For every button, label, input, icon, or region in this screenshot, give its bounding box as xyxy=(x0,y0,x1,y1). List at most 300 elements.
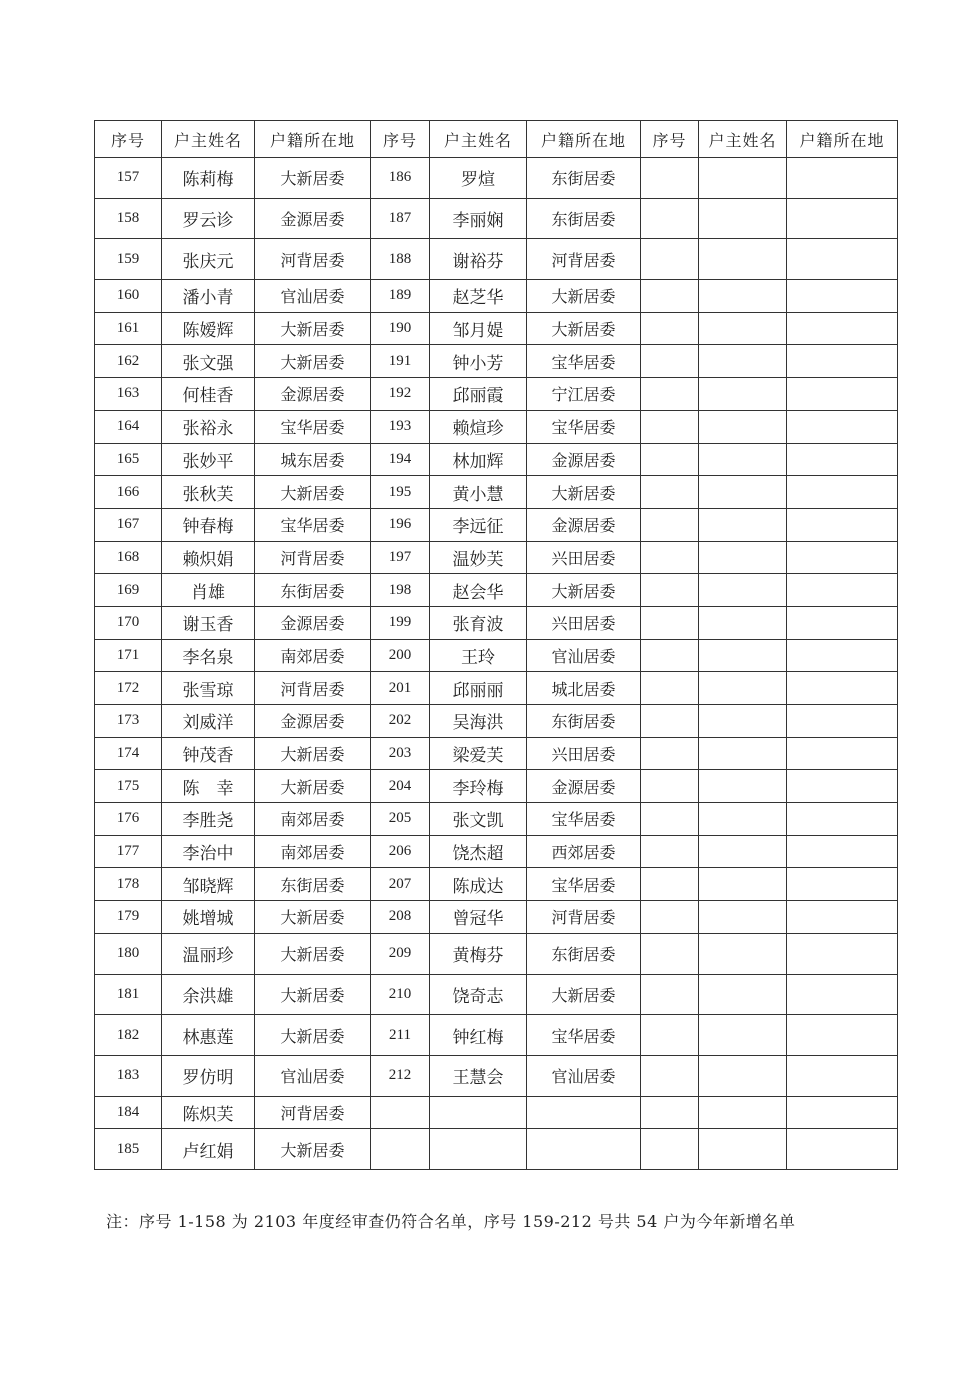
empty-cell xyxy=(787,574,898,607)
name-cell: 饶奇志 xyxy=(430,974,527,1015)
empty-cell xyxy=(641,312,699,345)
roster-body xyxy=(95,158,898,1170)
name-cell: 罗煊 xyxy=(430,158,527,199)
empty-cell xyxy=(641,835,699,868)
empty-cell xyxy=(641,198,699,239)
seq-cell: 184 xyxy=(95,1096,162,1129)
table-row xyxy=(95,606,898,639)
empty-cell xyxy=(787,770,898,803)
seq-cell: 166 xyxy=(95,476,162,509)
empty-cell xyxy=(641,1096,699,1129)
empty-cell xyxy=(699,705,787,738)
seq-cell: 171 xyxy=(95,639,162,672)
location-cell: 金源居委 xyxy=(255,705,371,738)
name-cell: 李治中 xyxy=(162,835,255,868)
location-cell: 城东居委 xyxy=(255,443,371,476)
name-cell: 余洪雄 xyxy=(162,974,255,1015)
empty-cell xyxy=(787,737,898,770)
empty-cell xyxy=(430,1129,527,1170)
name-cell: 陈成达 xyxy=(430,868,527,901)
empty-cell xyxy=(641,239,699,280)
header-householder-name: 户主姓名 xyxy=(430,121,527,158)
empty-cell xyxy=(699,345,787,378)
empty-cell xyxy=(787,1129,898,1170)
location-cell: 金源居委 xyxy=(255,378,371,411)
name-cell: 谢裕芬 xyxy=(430,239,527,280)
table-row xyxy=(95,901,898,934)
table-row xyxy=(95,1015,898,1056)
header-seq: 序号 xyxy=(95,121,162,158)
seq-cell: 208 xyxy=(371,901,430,934)
table-row xyxy=(95,574,898,607)
table-row xyxy=(95,345,898,378)
name-cell: 邹月媞 xyxy=(430,312,527,345)
location-cell: 金源居委 xyxy=(527,508,641,541)
location-cell: 金源居委 xyxy=(527,770,641,803)
location-cell: 金源居委 xyxy=(527,443,641,476)
seq-cell: 161 xyxy=(95,312,162,345)
location-cell: 大新居委 xyxy=(255,901,371,934)
table-row xyxy=(95,280,898,313)
empty-cell xyxy=(641,770,699,803)
table-row xyxy=(95,158,898,199)
name-cell: 何桂香 xyxy=(162,378,255,411)
location-cell: 大新居委 xyxy=(255,158,371,199)
empty-cell xyxy=(641,933,699,974)
seq-cell: 162 xyxy=(95,345,162,378)
empty-cell xyxy=(699,901,787,934)
empty-cell xyxy=(699,974,787,1015)
location-cell: 兴田居委 xyxy=(527,737,641,770)
name-cell: 曾冠华 xyxy=(430,901,527,934)
location-cell: 城北居委 xyxy=(527,672,641,705)
empty-cell xyxy=(641,476,699,509)
empty-cell xyxy=(699,378,787,411)
empty-cell xyxy=(641,974,699,1015)
empty-cell xyxy=(787,639,898,672)
seq-cell: 193 xyxy=(371,410,430,443)
seq-cell: 197 xyxy=(371,541,430,574)
name-cell: 钟茂香 xyxy=(162,737,255,770)
name-cell: 邱丽丽 xyxy=(430,672,527,705)
name-cell: 林加辉 xyxy=(430,443,527,476)
seq-cell: 169 xyxy=(95,574,162,607)
empty-cell xyxy=(787,410,898,443)
seq-cell: 182 xyxy=(95,1015,162,1056)
empty-cell xyxy=(699,443,787,476)
table-row xyxy=(95,508,898,541)
location-cell: 河背居委 xyxy=(255,239,371,280)
empty-cell xyxy=(699,1096,787,1129)
name-cell: 陈莉梅 xyxy=(162,158,255,199)
seq-cell: 202 xyxy=(371,705,430,738)
location-cell: 南郊居委 xyxy=(255,835,371,868)
seq-cell: 211 xyxy=(371,1015,430,1056)
location-cell: 兴田居委 xyxy=(527,541,641,574)
empty-cell xyxy=(641,158,699,199)
location-cell: 大新居委 xyxy=(255,737,371,770)
location-cell: 官汕居委 xyxy=(255,280,371,313)
seq-cell: 173 xyxy=(95,705,162,738)
location-cell: 大新居委 xyxy=(527,312,641,345)
location-cell: 东街居委 xyxy=(527,158,641,199)
table-row xyxy=(95,835,898,868)
empty-cell xyxy=(641,1129,699,1170)
empty-cell xyxy=(787,443,898,476)
empty-cell xyxy=(641,574,699,607)
name-cell: 赖炽娟 xyxy=(162,541,255,574)
name-cell: 张育波 xyxy=(430,606,527,639)
empty-cell xyxy=(787,705,898,738)
empty-cell xyxy=(699,158,787,199)
name-cell: 林惠莲 xyxy=(162,1015,255,1056)
empty-cell xyxy=(787,803,898,836)
empty-cell xyxy=(641,868,699,901)
seq-cell: 210 xyxy=(371,974,430,1015)
seq-cell: 181 xyxy=(95,974,162,1015)
name-cell: 赵会华 xyxy=(430,574,527,607)
empty-cell xyxy=(641,606,699,639)
seq-cell: 172 xyxy=(95,672,162,705)
name-cell: 刘威洋 xyxy=(162,705,255,738)
empty-cell xyxy=(699,476,787,509)
empty-cell xyxy=(699,280,787,313)
table-row xyxy=(95,868,898,901)
table-row xyxy=(95,239,898,280)
empty-cell xyxy=(699,770,787,803)
empty-cell xyxy=(787,476,898,509)
name-cell: 张裕永 xyxy=(162,410,255,443)
name-cell: 邹晓辉 xyxy=(162,868,255,901)
empty-cell xyxy=(641,1055,699,1096)
name-cell: 谢玉香 xyxy=(162,606,255,639)
table-row xyxy=(95,1055,898,1096)
empty-cell xyxy=(699,1129,787,1170)
empty-cell xyxy=(699,541,787,574)
name-cell: 邱丽霞 xyxy=(430,378,527,411)
table-row xyxy=(95,198,898,239)
location-cell: 河背居委 xyxy=(255,672,371,705)
location-cell: 官汕居委 xyxy=(527,639,641,672)
name-cell: 温妙芙 xyxy=(430,541,527,574)
seq-cell: 157 xyxy=(95,158,162,199)
empty-cell xyxy=(787,239,898,280)
empty-cell xyxy=(641,639,699,672)
seq-cell: 176 xyxy=(95,803,162,836)
seq-cell: 163 xyxy=(95,378,162,411)
location-cell: 大新居委 xyxy=(255,974,371,1015)
seq-cell: 207 xyxy=(371,868,430,901)
location-cell: 大新居委 xyxy=(255,1015,371,1056)
empty-cell xyxy=(641,541,699,574)
header-seq: 序号 xyxy=(641,121,699,158)
location-cell: 宝华居委 xyxy=(527,410,641,443)
seq-cell: 177 xyxy=(95,835,162,868)
location-cell: 东街居委 xyxy=(255,574,371,607)
empty-cell xyxy=(787,198,898,239)
seq-cell: 185 xyxy=(95,1129,162,1170)
name-cell: 钟小芳 xyxy=(430,345,527,378)
header-registration-location: 户籍所在地 xyxy=(255,121,371,158)
location-cell: 大新居委 xyxy=(255,933,371,974)
empty-cell xyxy=(699,639,787,672)
seq-cell: 206 xyxy=(371,835,430,868)
empty-cell xyxy=(641,410,699,443)
seq-cell: 179 xyxy=(95,901,162,934)
name-cell: 李丽娴 xyxy=(430,198,527,239)
seq-cell: 209 xyxy=(371,933,430,974)
location-cell: 宝华居委 xyxy=(527,868,641,901)
table-row xyxy=(95,933,898,974)
empty-cell xyxy=(527,1096,641,1129)
name-cell: 张文凯 xyxy=(430,803,527,836)
location-cell: 宝华居委 xyxy=(527,345,641,378)
empty-cell xyxy=(430,1096,527,1129)
seq-cell: 183 xyxy=(95,1055,162,1096)
table-row xyxy=(95,312,898,345)
location-cell: 宝华居委 xyxy=(255,410,371,443)
seq-cell: 203 xyxy=(371,737,430,770)
empty-cell xyxy=(787,1055,898,1096)
seq-cell: 168 xyxy=(95,541,162,574)
seq-cell: 201 xyxy=(371,672,430,705)
location-cell: 大新居委 xyxy=(255,476,371,509)
empty-cell xyxy=(641,280,699,313)
seq-cell: 159 xyxy=(95,239,162,280)
name-cell: 李胜尧 xyxy=(162,803,255,836)
table-row xyxy=(95,1129,898,1170)
seq-cell: 190 xyxy=(371,312,430,345)
location-cell: 南郊居委 xyxy=(255,639,371,672)
table-row xyxy=(95,770,898,803)
empty-cell xyxy=(787,1015,898,1056)
table-row xyxy=(95,639,898,672)
empty-cell xyxy=(787,280,898,313)
table-row xyxy=(95,541,898,574)
location-cell: 河背居委 xyxy=(527,901,641,934)
name-cell: 王慧会 xyxy=(430,1055,527,1096)
table-row xyxy=(95,378,898,411)
name-cell: 梁爱芙 xyxy=(430,737,527,770)
seq-cell: 180 xyxy=(95,933,162,974)
empty-cell xyxy=(787,974,898,1015)
empty-cell xyxy=(699,198,787,239)
header-seq: 序号 xyxy=(371,121,430,158)
seq-cell: 167 xyxy=(95,508,162,541)
empty-cell xyxy=(699,239,787,280)
empty-cell xyxy=(641,803,699,836)
empty-cell xyxy=(699,868,787,901)
name-cell: 王玲 xyxy=(430,639,527,672)
location-cell: 东街居委 xyxy=(527,933,641,974)
empty-cell xyxy=(787,508,898,541)
seq-cell: 170 xyxy=(95,606,162,639)
empty-cell xyxy=(641,737,699,770)
empty-cell xyxy=(699,508,787,541)
location-cell: 金源居委 xyxy=(255,198,371,239)
location-cell: 大新居委 xyxy=(527,476,641,509)
empty-cell xyxy=(699,737,787,770)
table-row xyxy=(95,476,898,509)
name-cell: 张雪琼 xyxy=(162,672,255,705)
location-cell: 东街居委 xyxy=(255,868,371,901)
empty-cell xyxy=(699,1015,787,1056)
header-householder-name: 户主姓名 xyxy=(699,121,787,158)
name-cell: 张妙平 xyxy=(162,443,255,476)
location-cell: 东街居委 xyxy=(527,705,641,738)
seq-cell: 212 xyxy=(371,1055,430,1096)
location-cell: 兴田居委 xyxy=(527,606,641,639)
location-cell: 大新居委 xyxy=(255,1129,371,1170)
table-row xyxy=(95,410,898,443)
seq-cell: 188 xyxy=(371,239,430,280)
empty-cell xyxy=(641,443,699,476)
table-row xyxy=(95,705,898,738)
seq-cell: 158 xyxy=(95,198,162,239)
location-cell: 大新居委 xyxy=(527,574,641,607)
empty-cell xyxy=(787,158,898,199)
location-cell: 金源居委 xyxy=(255,606,371,639)
name-cell: 潘小青 xyxy=(162,280,255,313)
seq-cell: 186 xyxy=(371,158,430,199)
location-cell: 大新居委 xyxy=(527,280,641,313)
seq-cell: 164 xyxy=(95,410,162,443)
empty-cell xyxy=(699,803,787,836)
empty-cell xyxy=(641,508,699,541)
name-cell: 陈炽芙 xyxy=(162,1096,255,1129)
location-cell: 河背居委 xyxy=(527,239,641,280)
empty-cell xyxy=(641,345,699,378)
seq-cell: 160 xyxy=(95,280,162,313)
empty-cell xyxy=(787,835,898,868)
location-cell: 宝华居委 xyxy=(527,1015,641,1056)
empty-cell xyxy=(371,1096,430,1129)
location-cell: 宁江居委 xyxy=(527,378,641,411)
name-cell: 李名泉 xyxy=(162,639,255,672)
location-cell: 河背居委 xyxy=(255,541,371,574)
seq-cell: 196 xyxy=(371,508,430,541)
location-cell: 河背居委 xyxy=(255,1096,371,1129)
name-cell: 卢红娟 xyxy=(162,1129,255,1170)
empty-cell xyxy=(641,672,699,705)
name-cell: 黄梅芬 xyxy=(430,933,527,974)
name-cell: 姚增城 xyxy=(162,901,255,934)
seq-cell: 194 xyxy=(371,443,430,476)
seq-cell: 178 xyxy=(95,868,162,901)
name-cell: 赖煊珍 xyxy=(430,410,527,443)
empty-cell xyxy=(371,1129,430,1170)
seq-cell: 165 xyxy=(95,443,162,476)
seq-cell: 187 xyxy=(371,198,430,239)
empty-cell xyxy=(787,933,898,974)
empty-cell xyxy=(787,1096,898,1129)
empty-cell xyxy=(641,705,699,738)
name-cell: 肖雄 xyxy=(162,574,255,607)
seq-cell: 174 xyxy=(95,737,162,770)
empty-cell xyxy=(699,1055,787,1096)
location-cell: 宝华居委 xyxy=(527,803,641,836)
seq-cell: 189 xyxy=(371,280,430,313)
name-cell: 饶杰超 xyxy=(430,835,527,868)
empty-cell xyxy=(787,868,898,901)
empty-cell xyxy=(787,606,898,639)
header-registration-location: 户籍所在地 xyxy=(527,121,641,158)
empty-cell xyxy=(787,378,898,411)
empty-cell xyxy=(527,1129,641,1170)
seq-cell: 204 xyxy=(371,770,430,803)
empty-cell xyxy=(641,378,699,411)
seq-cell: 198 xyxy=(371,574,430,607)
footnote: 注：序号 1-158 为 2103 年度经审查仍符合名单，序号 159-212 号共 54 户为今年新增名单 xyxy=(106,1212,796,1231)
name-cell: 陈 幸 xyxy=(162,770,255,803)
household-roster-table xyxy=(94,120,898,1170)
table-row xyxy=(95,803,898,836)
name-cell: 张文强 xyxy=(162,345,255,378)
empty-cell xyxy=(787,345,898,378)
location-cell: 西郊居委 xyxy=(527,835,641,868)
name-cell: 温丽珍 xyxy=(162,933,255,974)
empty-cell xyxy=(641,901,699,934)
name-cell: 黄小慧 xyxy=(430,476,527,509)
table-row xyxy=(95,672,898,705)
header-registration-location: 户籍所在地 xyxy=(787,121,898,158)
name-cell: 张秋芙 xyxy=(162,476,255,509)
seq-cell: 199 xyxy=(371,606,430,639)
table-row xyxy=(95,443,898,476)
seq-cell: 195 xyxy=(371,476,430,509)
location-cell: 南郊居委 xyxy=(255,803,371,836)
name-cell: 钟春梅 xyxy=(162,508,255,541)
location-cell: 宝华居委 xyxy=(255,508,371,541)
header-householder-name: 户主姓名 xyxy=(162,121,255,158)
location-cell: 大新居委 xyxy=(255,312,371,345)
empty-cell xyxy=(699,606,787,639)
location-cell: 官汕居委 xyxy=(255,1055,371,1096)
seq-cell: 192 xyxy=(371,378,430,411)
empty-cell xyxy=(699,410,787,443)
location-cell: 大新居委 xyxy=(255,345,371,378)
empty-cell xyxy=(699,312,787,345)
name-cell: 陈嫒辉 xyxy=(162,312,255,345)
empty-cell xyxy=(787,901,898,934)
name-cell: 吴海洪 xyxy=(430,705,527,738)
empty-cell xyxy=(787,312,898,345)
header-row xyxy=(95,121,898,158)
location-cell: 大新居委 xyxy=(527,974,641,1015)
name-cell: 李远征 xyxy=(430,508,527,541)
empty-cell xyxy=(699,835,787,868)
table-row xyxy=(95,1096,898,1129)
name-cell: 罗云诊 xyxy=(162,198,255,239)
empty-cell xyxy=(699,933,787,974)
name-cell: 赵芝华 xyxy=(430,280,527,313)
location-cell: 东街居委 xyxy=(527,198,641,239)
seq-cell: 175 xyxy=(95,770,162,803)
seq-cell: 200 xyxy=(371,639,430,672)
empty-cell xyxy=(641,1015,699,1056)
empty-cell xyxy=(787,672,898,705)
location-cell: 官汕居委 xyxy=(527,1055,641,1096)
empty-cell xyxy=(699,574,787,607)
table-row xyxy=(95,737,898,770)
name-cell: 李玲梅 xyxy=(430,770,527,803)
name-cell: 钟红梅 xyxy=(430,1015,527,1056)
location-cell: 大新居委 xyxy=(255,770,371,803)
table-row xyxy=(95,974,898,1015)
seq-cell: 205 xyxy=(371,803,430,836)
name-cell: 张庆元 xyxy=(162,239,255,280)
empty-cell xyxy=(699,672,787,705)
